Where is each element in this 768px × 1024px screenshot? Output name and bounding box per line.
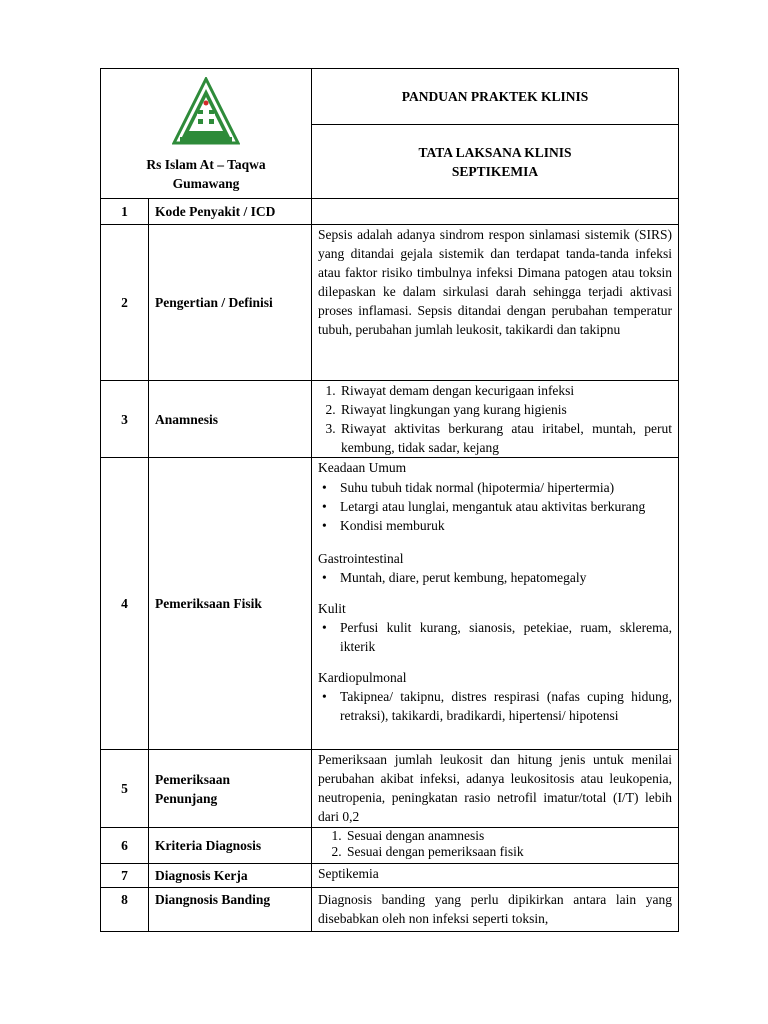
- list-item: • Kondisi memburuk: [340, 516, 672, 535]
- list-item: • Letargi atau lunglai, mengantuk atau aktivitas berkurang: [340, 497, 672, 516]
- table-row: [101, 750, 679, 828]
- row-value: [312, 750, 679, 828]
- row-value: [312, 458, 679, 750]
- exam-group: [318, 458, 672, 535]
- row-value: Septikemia: [312, 864, 679, 888]
- row-label: Diagnosis Kerja: [149, 864, 312, 888]
- hospital-logo-icon: [172, 77, 240, 147]
- list-item: • Suhu tubuh tidak normal (hipotermia/ hipertermia): [340, 478, 672, 497]
- supporting-exam-paragraph: Pemeriksaan jumlah leukosit dan hitung jenis untuk menilai perubahan akibat infeksi, adanya leukositosis atau leukopenia, neutropenia, peningkatan rasio netrofil imatur/total (I/T) lebih dari 0,2: [318, 752, 673, 824]
- document-subtitle: [312, 125, 679, 199]
- row-number: 2: [101, 225, 149, 381]
- table-row: [101, 888, 679, 932]
- list-item: 2. Sesuai dengan pemeriksaan fisik: [345, 844, 672, 860]
- row-label: Kriteria Diagnosis: [149, 828, 312, 864]
- list-item: 2. Riwayat lingkungan yang kurang higienis: [339, 400, 672, 419]
- row-label: Pemeriksaan Fisik: [149, 458, 312, 750]
- document-title-text: PANDUAN PRAKTEK KLINIS: [401, 89, 589, 104]
- hospital-logo: [107, 77, 305, 149]
- row-label: Diangnosis Banding: [149, 888, 312, 932]
- table-row: [101, 381, 679, 458]
- differential-diagnosis-paragraph: Diagnosis banding yang perlu dipikirkan antara lain yang disebabkan oleh non infeksi seperti toksin,: [318, 892, 673, 926]
- diagnosis-criteria-list: [318, 828, 672, 860]
- table-row: [101, 225, 679, 381]
- list-item: 1. Sesuai dengan anamnesis: [345, 828, 672, 844]
- list-item: 1. Riwayat demam dengan kecurigaan infeksi: [339, 381, 672, 400]
- row-label-line1: Pemeriksaan: [155, 771, 230, 787]
- row-number: 3: [101, 381, 149, 458]
- row-label: Anamnesis: [149, 381, 312, 458]
- exam-group: [318, 599, 672, 656]
- anamnesis-list: [318, 381, 672, 457]
- table-row: [101, 864, 679, 888]
- row-value: [312, 199, 679, 225]
- hospital-name-line1: Rs Islam At – Taqwa: [146, 156, 266, 172]
- row-number: 1: [101, 199, 149, 225]
- hospital-name-line2: Gumawang: [172, 175, 240, 191]
- exam-group-heading: Kulit: [318, 601, 346, 616]
- subtitle-line2: SEPTIKEMIA: [451, 163, 539, 179]
- list-item: • Perfusi kulit kurang, sianosis, petekiae, ruam, sklerema, ikterik: [340, 618, 672, 656]
- row-label: [149, 750, 312, 828]
- row-label: Kode Penyakit / ICD: [149, 199, 312, 225]
- list-item: • Takipnea/ takipnu, distres respirasi (nafas cuping hidung, retraksi), takikardi, bradikardi, hipertensi/ hipotensi: [340, 687, 672, 725]
- document-title: [312, 69, 679, 125]
- row-value: [312, 225, 679, 381]
- row-label-line2: Penunjang: [155, 790, 218, 806]
- row-number: 6: [101, 828, 149, 864]
- row-number: 8: [101, 888, 149, 932]
- hospital-identity-cell: [101, 69, 312, 199]
- exam-group: [318, 549, 672, 587]
- list-item: • Muntah, diare, perut kembung, hepatomegaly: [340, 568, 672, 587]
- row-number: 4: [101, 458, 149, 750]
- table-row: [101, 458, 679, 750]
- row-value: [312, 828, 679, 864]
- table-row: [101, 199, 679, 225]
- hospital-name: [107, 155, 305, 193]
- row-value: [312, 381, 679, 458]
- guideline-table: [100, 68, 679, 932]
- exam-group-heading: Kardiopulmonal: [318, 670, 407, 685]
- exam-group-heading: Gastrointestinal: [318, 551, 404, 566]
- row-label: Pengertian / Definisi: [149, 225, 312, 381]
- definition-paragraph: Sepsis adalah adanya sindrom respon sinlamasi sistemik (SIRS) yang ditandai gejala sistemik dan terdapat tanda-tanda infeksi atau faktor risiko timbulnya infeksi Dimana patogen atau toksin dilepaskan ke dalam sirkulasi darah sehingga terjadi aktivasi proses inflamasi. Sepsis ditandai dengan perubahan temperatur tubuh, perubahan jumlah leukosit, takikardi dan takipnu: [318, 227, 673, 337]
- subtitle-line1: TATA LAKSANA KLINIS: [418, 144, 572, 160]
- clinical-guideline-document: [100, 68, 678, 932]
- exam-group-heading: Keadaan Umum: [318, 460, 407, 475]
- row-value: [312, 888, 679, 932]
- list-item: 3. Riwayat aktivitas berkurang atau iritabel, muntah, perut kembung, tidak sadar, kejang: [339, 419, 672, 457]
- row-number: 7: [101, 864, 149, 888]
- row-number: 5: [101, 750, 149, 828]
- table-row: [101, 828, 679, 864]
- exam-group: [318, 668, 672, 725]
